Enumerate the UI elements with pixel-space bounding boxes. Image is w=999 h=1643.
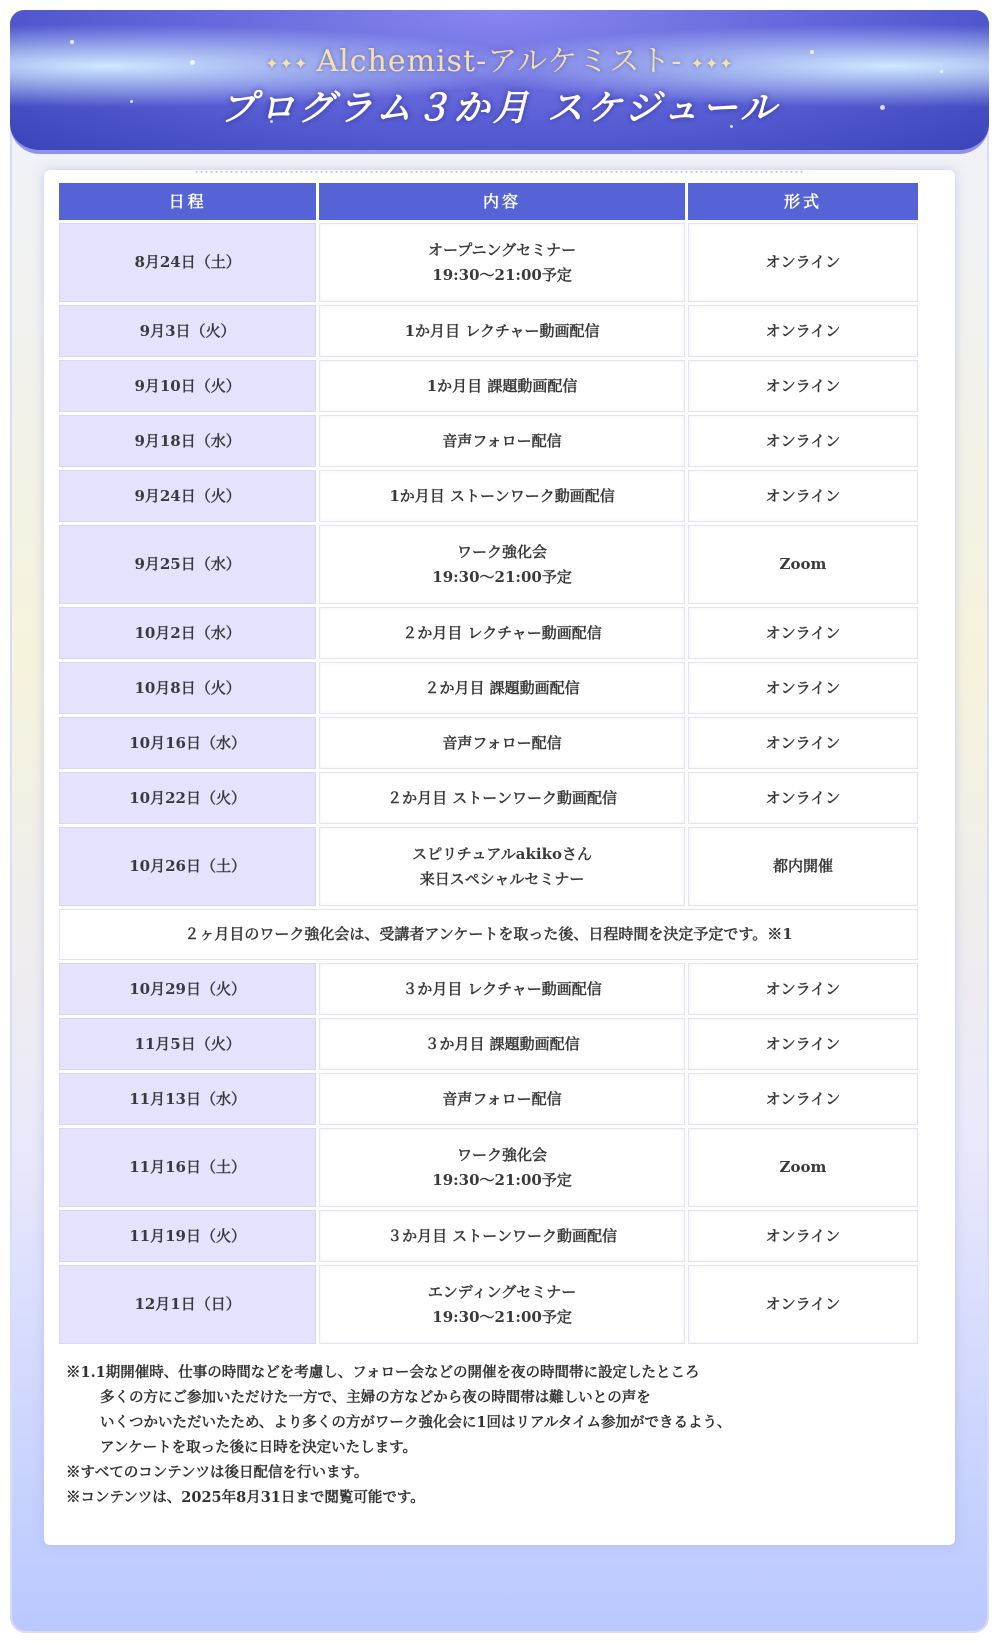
cell-content: [319, 1128, 685, 1207]
table-row: [59, 223, 918, 302]
cell-content: [319, 827, 685, 906]
note-row: [59, 909, 918, 960]
table-row: [59, 1128, 918, 1207]
cell-content: [319, 662, 685, 714]
cell-format: Zoom: [688, 1128, 918, 1207]
content-line: 19:30〜21:00予定: [432, 265, 572, 284]
footnotes: [66, 1360, 936, 1510]
cell-format: 都内開催: [688, 827, 918, 906]
content-line: エンディングセミナー: [427, 1282, 577, 1301]
table-body: [59, 223, 918, 1344]
content-line: ２か月目 ストーンワーク動画配信: [387, 788, 618, 807]
cell-date: 9月25日（水）: [59, 525, 316, 604]
content-line: 1か月目 課題動画配信: [426, 376, 578, 395]
cell-content: [319, 1073, 685, 1125]
cell-content: [319, 305, 685, 357]
cell-content: [319, 470, 685, 522]
cell-format: オンライン: [688, 1210, 918, 1262]
cell-format: オンライン: [688, 470, 918, 522]
cell-date: 9月3日（火）: [59, 305, 316, 357]
cell-content: [319, 525, 685, 604]
content-line: ワーク強化会: [457, 542, 548, 561]
cell-format: オンライン: [688, 772, 918, 824]
cell-date: 11月5日（火）: [59, 1018, 316, 1070]
footnote-1-line-2: 多くの方にご参加いただけた一方で、主婦の方などから夜の時間帯は難しいとの声を: [100, 1389, 651, 1406]
table-row: [59, 717, 918, 769]
table-row: [59, 1210, 918, 1262]
cell-format: Zoom: [688, 525, 918, 604]
content-line: ２か月目 課題動画配信: [424, 678, 580, 697]
content-line: ワーク強化会: [457, 1145, 548, 1164]
table-row: [59, 607, 918, 659]
cell-format: オンライン: [688, 963, 918, 1015]
content-line: 音声フォロー配信: [442, 1089, 562, 1108]
subtitle-text: Alchemist-アルケミスト-: [316, 44, 683, 79]
cell-date: 9月10日（火）: [59, 360, 316, 412]
cell-format: オンライン: [688, 717, 918, 769]
content-line: 1か月目 ストーンワーク動画配信: [389, 486, 615, 505]
footnote-3: ※コンテンツは、2025年8月31日まで閲覧可能です。: [66, 1489, 425, 1506]
cell-date: 8月24日（土）: [59, 223, 316, 302]
dotted-divider: [194, 170, 805, 174]
cell-date: 10月8日（火）: [59, 662, 316, 714]
cell-content: [319, 360, 685, 412]
table-row: [59, 1265, 918, 1344]
cell-format: オンライン: [688, 223, 918, 302]
cell-content: [319, 607, 685, 659]
cell-date: 9月24日（火）: [59, 470, 316, 522]
cell-format: オンライン: [688, 1018, 918, 1070]
cell-content: [319, 1210, 685, 1262]
cell-format: オンライン: [688, 415, 918, 467]
content-line: 音声フォロー配信: [442, 733, 562, 752]
cell-format: オンライン: [688, 305, 918, 357]
footnote-1-line-4: アンケートを取った後に日時を決定いたします。: [100, 1439, 417, 1456]
cell-content: [319, 415, 685, 467]
table-row: [59, 470, 918, 522]
column-header-date: 日程: [59, 183, 316, 220]
table-row: [59, 305, 918, 357]
cell-date: 10月26日（土）: [59, 827, 316, 906]
cell-content: [319, 223, 685, 302]
content-line: ３か月目 課題動画配信: [424, 1034, 580, 1053]
cell-date: 11月16日（土）: [59, 1128, 316, 1207]
cell-date: 10月22日（火）: [59, 772, 316, 824]
sparkle-left-icon: ✦✦✦: [265, 53, 309, 73]
table-row: [59, 1018, 918, 1070]
table-row: [59, 360, 918, 412]
column-header-content: 内容: [319, 183, 685, 220]
content-line: スピリチュアルakikoさん: [412, 844, 592, 863]
table-row: [59, 1073, 918, 1125]
table-row: [59, 415, 918, 467]
content-line: オープニングセミナー: [427, 240, 577, 259]
cell-date: 11月13日（水）: [59, 1073, 316, 1125]
content-line: 音声フォロー配信: [442, 431, 562, 450]
cell-date: 9月18日（水）: [59, 415, 316, 467]
cell-content: [319, 963, 685, 1015]
table-row: [59, 772, 918, 824]
page-title: プログラム３か月 スケジュール: [219, 88, 779, 129]
table-header-row: [59, 183, 918, 220]
schedule-panel: [44, 170, 955, 1545]
cell-date: 11月19日（火）: [59, 1210, 316, 1262]
cell-format: オンライン: [688, 1265, 918, 1344]
table-row: [59, 827, 918, 906]
table-row: [59, 963, 918, 1015]
content-line: 19:30〜21:00予定: [432, 1307, 572, 1326]
schedule-table: [56, 180, 921, 1347]
page-frame: [10, 10, 989, 1633]
cell-format: オンライン: [688, 360, 918, 412]
cell-format: オンライン: [688, 1073, 918, 1125]
table-row: [59, 662, 918, 714]
cell-format: オンライン: [688, 607, 918, 659]
footnote-1-line-1: ※1.1期開催時、仕事の時間などを考慮し、フォロー会などの開催を夜の時間帯に設定したところ: [66, 1364, 700, 1381]
banner-subtitle: [10, 36, 989, 80]
sparkle-right-icon: ✦✦✦: [690, 53, 734, 73]
cell-format: オンライン: [688, 662, 918, 714]
content-line: 1か月目 レクチャー動画配信: [404, 321, 600, 340]
content-line: 来日スペシャルセミナー: [419, 869, 585, 888]
footnote-1-line-3: いくつかいただいたため、より多くの方がワーク強化会に1回はリアルタイム参加ができるよう、: [100, 1414, 732, 1431]
cell-content: [319, 717, 685, 769]
cell-date: 10月29日（火）: [59, 963, 316, 1015]
cell-content: [319, 1018, 685, 1070]
content-line: 19:30〜21:00予定: [432, 1170, 572, 1189]
note-text: ２ヶ月目のワーク強化会は、受講者アンケートを取った後、日程時間を決定予定です。※1: [59, 909, 918, 960]
cell-content: [319, 772, 685, 824]
content-line: ３か月目 ストーンワーク動画配信: [387, 1226, 618, 1245]
column-header-format: 形式: [688, 183, 918, 220]
footnote-2: ※すべてのコンテンツは後日配信を行います。: [66, 1464, 369, 1481]
content-line: 19:30〜21:00予定: [432, 567, 572, 586]
content-line: ３か月目 レクチャー動画配信: [402, 979, 602, 998]
table-row: [59, 525, 918, 604]
cell-date: 12月1日（日）: [59, 1265, 316, 1344]
cell-content: [319, 1265, 685, 1344]
cell-date: 10月16日（水）: [59, 717, 316, 769]
header-banner: [10, 10, 989, 154]
content-line: ２か月目 レクチャー動画配信: [402, 623, 602, 642]
cell-date: 10月2日（水）: [59, 607, 316, 659]
